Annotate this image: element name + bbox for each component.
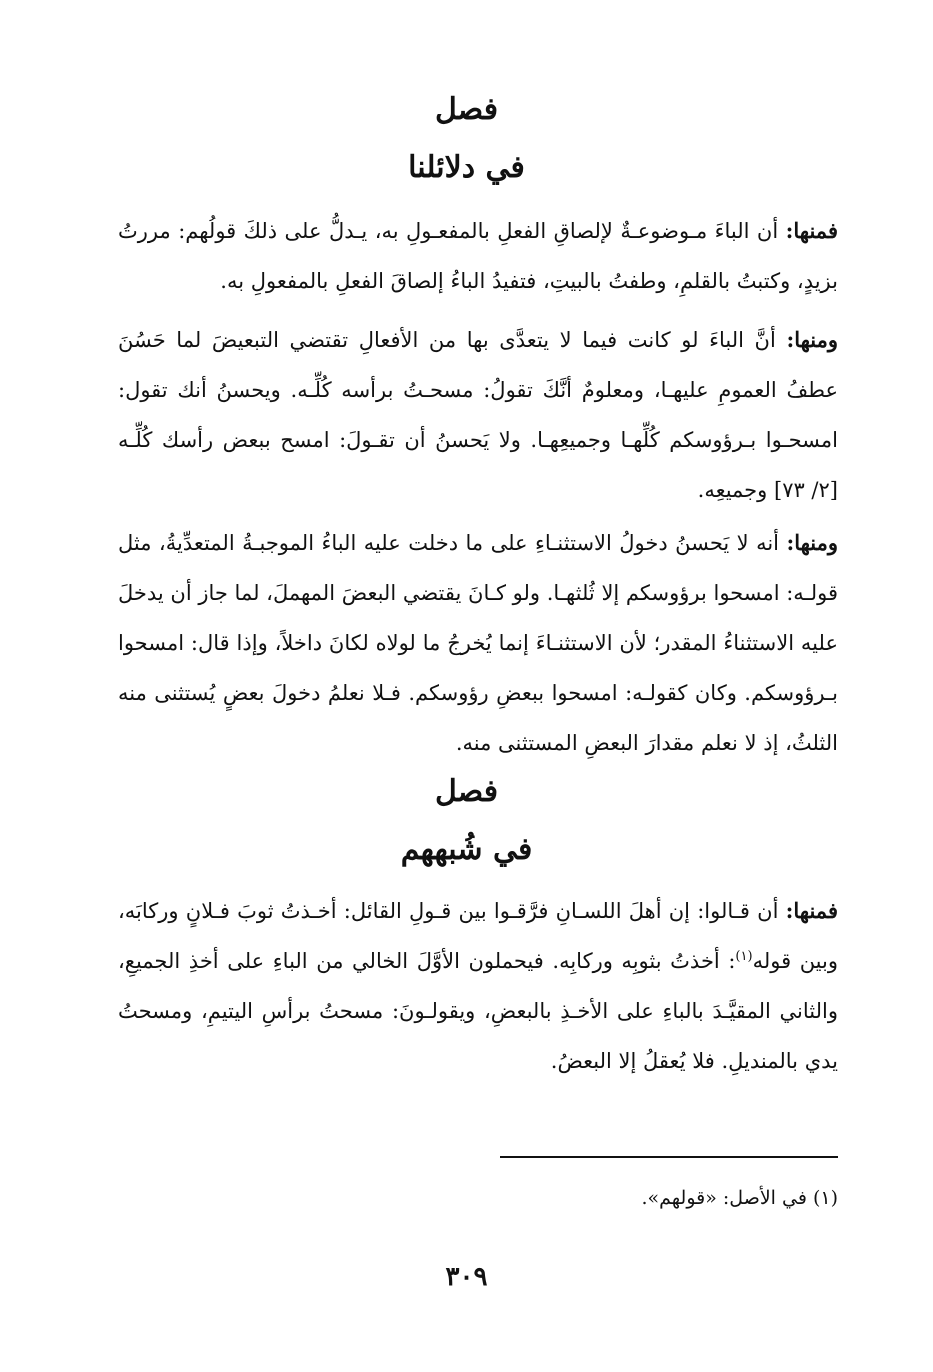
section-heading: فصل: [434, 92, 499, 127]
page-reference: [٢/ ٧٣]: [773, 478, 838, 502]
paragraph-text-tail: وجميعِه.: [697, 478, 774, 502]
paragraph-4: [118, 886, 838, 1086]
paragraph-lead: فمنها:: [785, 218, 838, 243]
page-number: ٣٠٩: [445, 1262, 488, 1292]
footnote-marker: (١): [735, 949, 753, 964]
paragraph-lead: ومنها:: [786, 327, 838, 352]
footnote: (١) في الأصل: «قولهم».: [641, 1187, 838, 1209]
paragraph-2: [118, 315, 838, 515]
paragraph-lead: ومنها:: [786, 530, 838, 555]
section-subheading: في شُبههم: [400, 832, 533, 867]
paragraph-text: أن قـالوا: إن أهلَ اللسـانِ فرَّقـوا بين قـولِ القائل: أخـذتُ ثوبَ فـلانٍ وركابَه، وبين قوله: [118, 899, 838, 973]
paragraph-text: : أخذتُ بثوبِه وركابِه. فيحملون الأوَّلَ الخالي من الباءِ على أخذِ الجميعِ، والثاني المقيَّـدَ بالباءِ على الأخـذِ بالبعضِ، ويقولـونَ: مسحتُ برأسِ اليتيمِ، ومسحتُ يدي بالمنديلِ. فلا يُعقلُ إلا البعضُ.: [118, 949, 838, 1073]
paragraph-text: أنَّ الباءَ لو كانت فيما لا يتعدَّى بها من الأفعالِ تقتضي التبعيضَ لما حَسُنَ عطفُ العمومِ عليهـا، ومعلومٌ أنَّكَ تقولُ: مسحـتُ برأسه كُلِّـه. ويحسنُ أنك تقول: امسحـوا بـرؤوسكم كُلِّهـا وجميعِهـا. ولا يَحسنُ أن تقـولَ: امسح ببعض رأسك كُلِّـه: [118, 328, 838, 452]
paragraph-3: [118, 518, 838, 768]
footnote-divider: [500, 1156, 838, 1158]
paragraph-text: أنه لا يَحسنُ دخولُ الاستثنـاءِ على ما دخلت عليه الباءُ الموجبـةُ المتعدِّيةُ، مثل قولـه: امسحوا برؤوسكم إلا ثُلثهـا. ولو كـانَ يقتضي البعضَ المهملَ، لما جاز أن يدخلَ عليه الاستثناءُ المقدر؛ لأن الاستثنـاءَ إنما يُخرجُ ما لولاه لكانَ داخلاً، وإذا قال: امسحوا بـرؤوسكم. وكان كقولـه: امسحوا ببعضِ رؤوسكم. فـلا نعلمُ دخولَ بعضٍ يُستثنى منه الثلثُ، إذ لا نعلم مقدارَ البعضِ المستثنى منه.: [118, 531, 838, 755]
paragraph-lead: فمنها:: [785, 898, 838, 923]
section-subheading: في دلائلنا: [408, 150, 525, 185]
section-heading: فصل: [434, 774, 499, 809]
paragraph-1: [118, 206, 838, 306]
paragraph-text: أن الباءَ مـوضوعـةٌ لإلصاقِ الفعلِ بالمفعـولِ به، يـدلُّ على ذلكَ قولُهم: مررتُ بزيدٍ، وكتبتُ بالقلمِ، وطفتُ بالبيتِ، فتفيدُ الباءُ إلصاقَ الفعلِ بالمفعولِ به.: [118, 219, 838, 293]
